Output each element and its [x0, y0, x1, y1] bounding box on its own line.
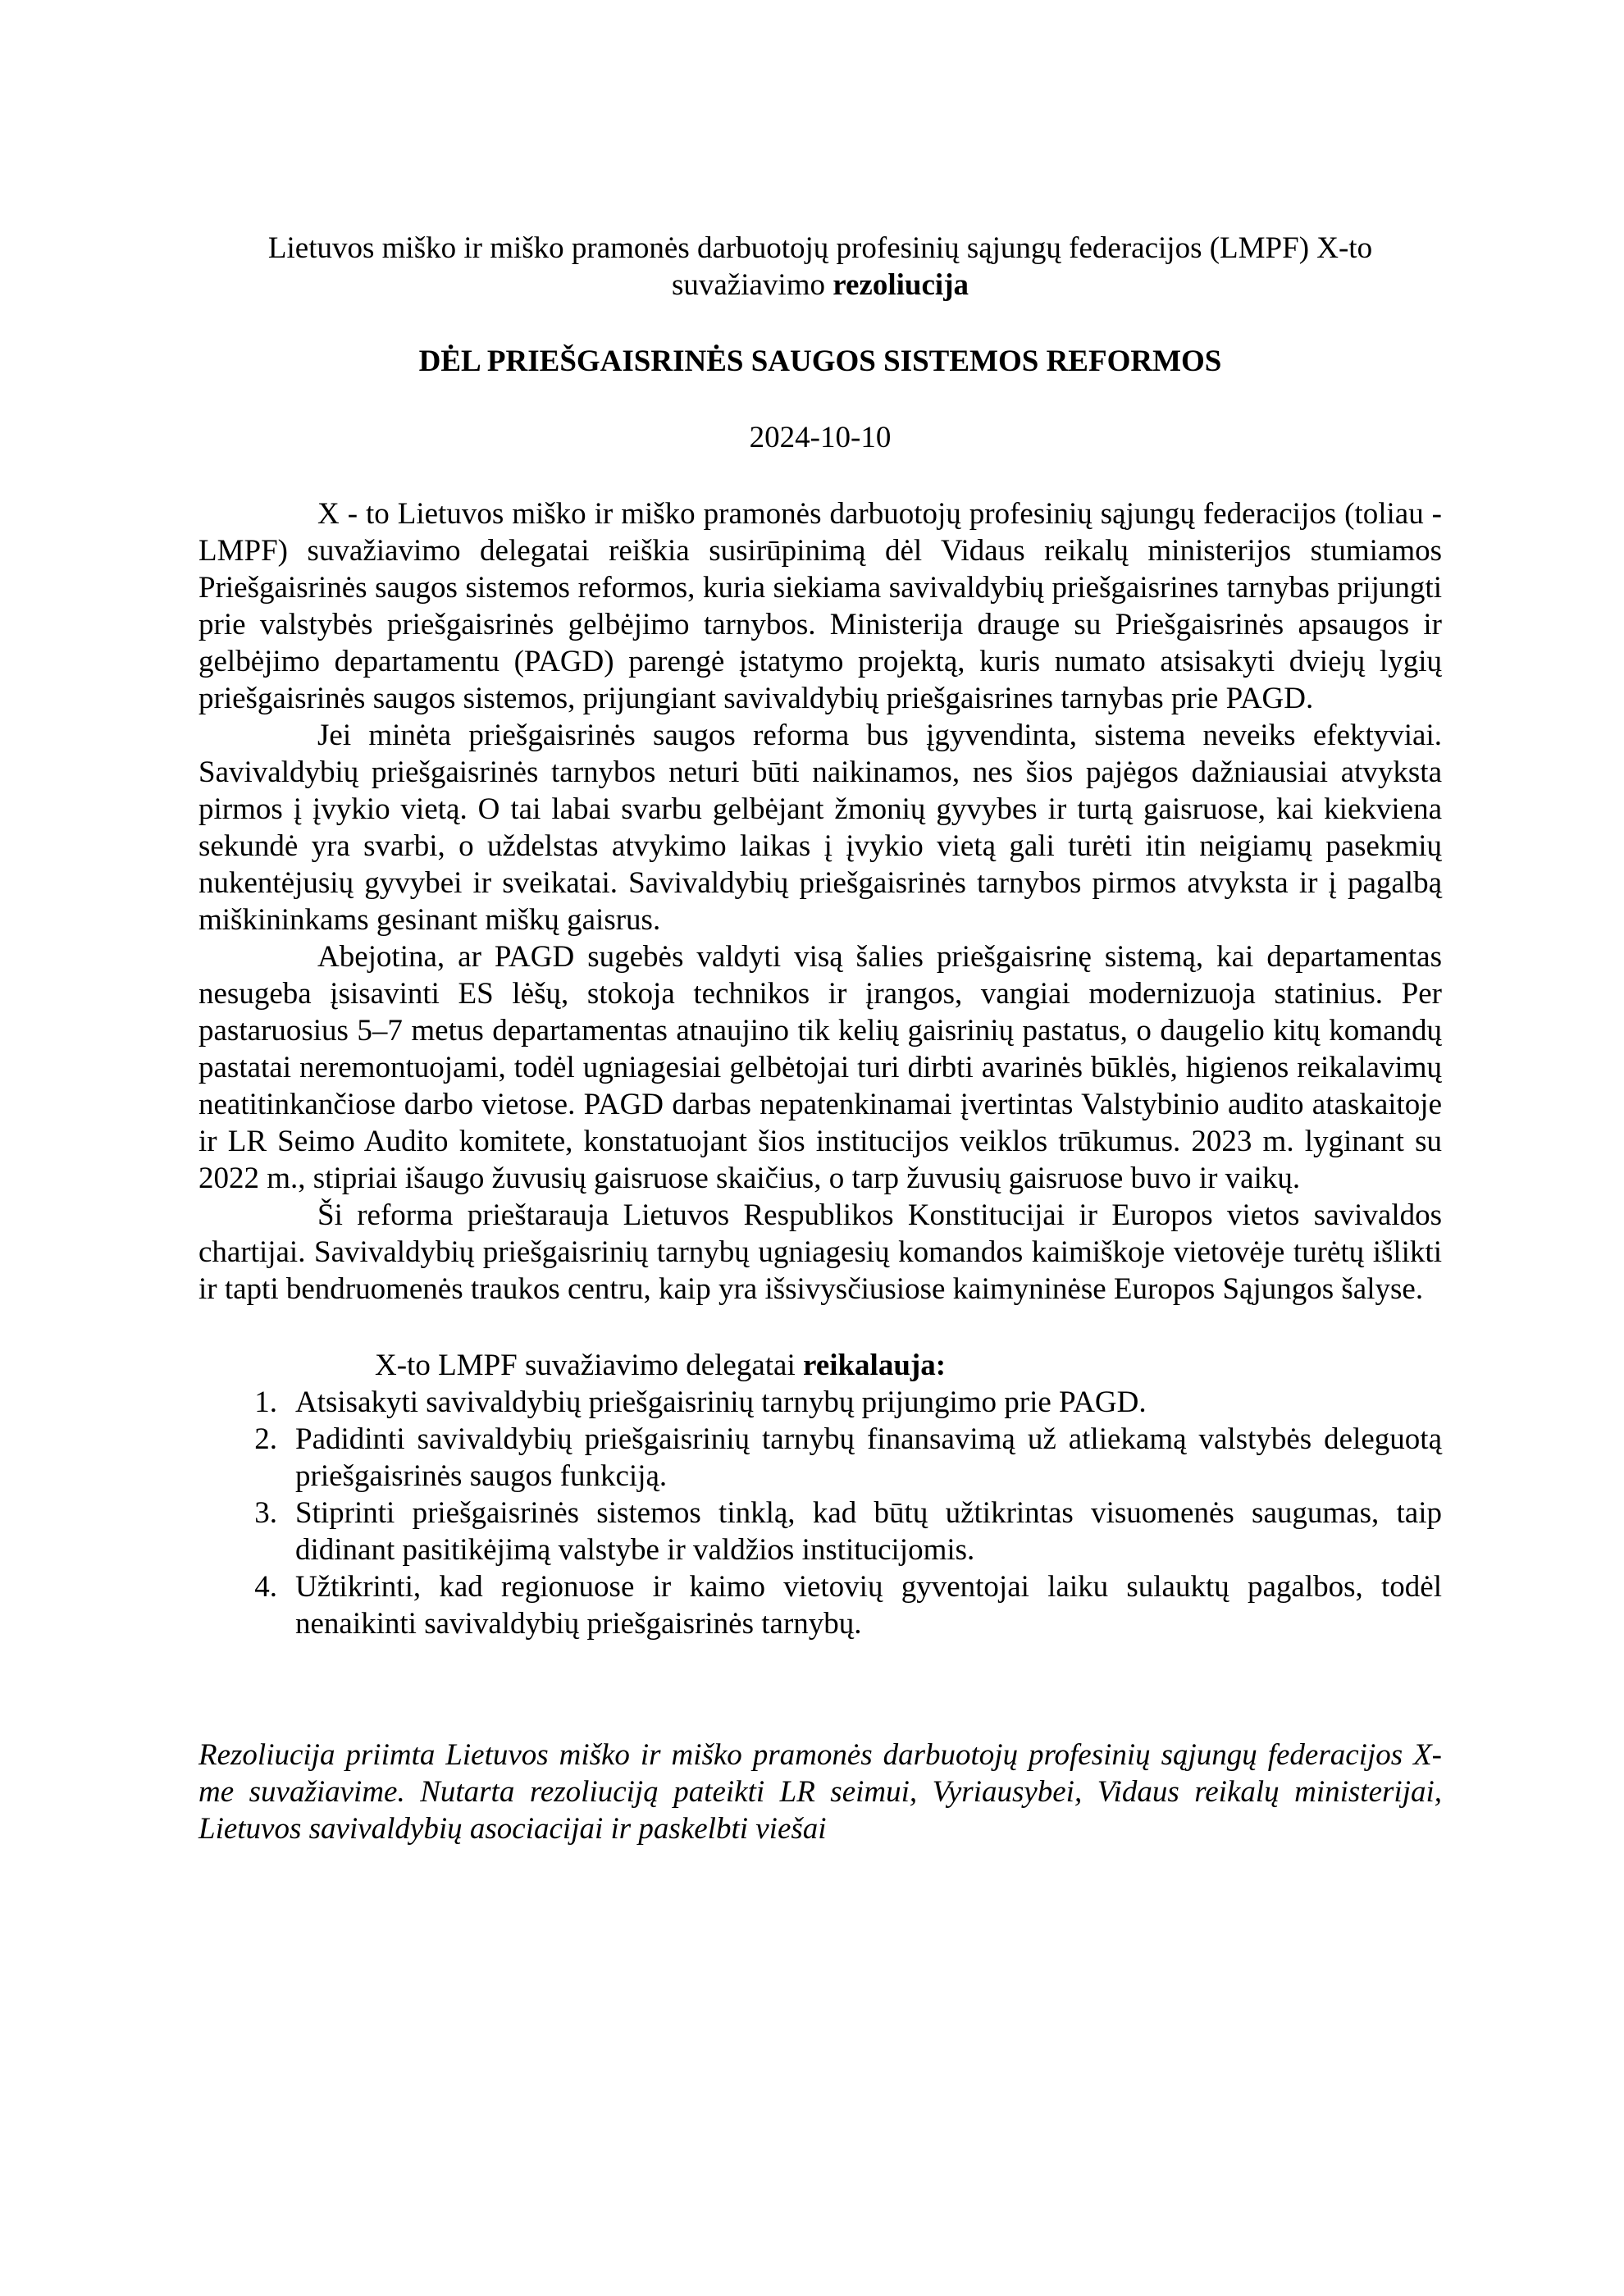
demand-number: 4.: [254, 1570, 277, 1604]
header-line-2-text: suvažiavimo: [671, 268, 833, 302]
header-line-2: [198, 267, 1442, 304]
body-paragraph-2: Jei minėta priešgaisrinės saugos reforma bus įgyvendinta, sistema neveiks efektyviai. Savivaldybių priešgaisrinės tarnybos neturi būti naikinamos, nes šios pajėgos dažniausiai atvyksta pirmos į įvykio vietą. O tai labai svarbu gelbėjant žmonių gyvybes ir turtą gaisruose, kai kiekviena sekundė yra svarbi, o uždelstas atvykimo laikas į įvykio vietą gali turėti itin neigiamų pasekmių nukentėjusių gyvybei ir sveikatai. Savivaldybių priešgaisrinės tarnybos pirmos atvyksta ir į pagalbą miškininkams gesinant miškų gaisrus.: [198, 719, 1442, 937]
header-line-1: Lietuvos miško ir miško pramonės darbuotojų profesinių sąjungų federacijos (LMPF) X-to: [267, 231, 1373, 265]
demand-text: Užtikrinti, kad regionuose ir kaimo vietovių gyventojai laiku sulauktų pagalbos, todėl nenaikinti savivaldybių priešgaisrinės tarnybų.: [295, 1570, 1442, 1641]
demand-text: Padidinti savivaldybių priešgaisrinių tarnybų finansavimą už atliekamą valstybės deleguotą priešgaisrinės saugos funkciją.: [295, 1422, 1442, 1493]
demand-item: [198, 1495, 1442, 1568]
closing-note: Rezoliucija priimta Lietuvos miško ir miško pramonės darbuotojų profesinių sąjungų federacijos X-me suvažiavime. Nutarta rezoliuciją pateikti LR seimui, Vyriausybei, Vidaus reikalų ministerijai, Lietuvos savivaldybių asociacijai ir paskelbti viešai: [198, 1738, 1442, 1846]
document-header: [198, 230, 1442, 304]
document-title: DĖL PRIEŠGAISRINĖS SAUGOS SISTEMOS REFORMOS: [418, 345, 1222, 378]
demand-item: [198, 1421, 1442, 1495]
demand-text: Stiprinti priešgaisrinės sistemos tinklą, kad būtų užtikrintas visuomenės saugumas, taip didinant pasitikėjimą valstybe ir valdžios institucijomis.: [295, 1496, 1442, 1567]
header-resolution-word: rezoliucija: [833, 268, 969, 302]
demands-list: [198, 1384, 1442, 1642]
demands-intro-text: X-to LMPF suvažiavimo delegatai: [375, 1349, 804, 1382]
body-paragraph-3: Abejotina, ar PAGD sugebės valdyti visą šalies priešgaisrinę sistemą, kai departamentas nesugeba įsisavinti ES lėšų, stokoja technikos ir įrangos, vangiai modernizuoja statinius. Per pastaruosius 5–7 metus departamentas atnaujino tik kelių gaisrinių pastatus, o daugelio kitų komandų pastatai neremontuojami, todėl ugniagesiai gelbėtojai turi dirbti avarinės būklės, higienos reikalavimų neatitinkančiose darbo vietose. PAGD darbas nepatenkinamai įvertintas Valstybinio audito ataskaitoje ir LR Seimo Audito komitete, konstatuojant šios institucijos veiklos trūkumus. 2023 m. lyginant su 2022 m., stipriai išaugo žuvusių gaisruose skaičius, o tarp žuvusių gaisruose buvo ir vaikų.: [198, 940, 1442, 1195]
demand-text: Atsisakyti savivaldybių priešgaisrinių tarnybų prijungimo prie PAGD.: [295, 1385, 1147, 1419]
demand-item: [198, 1384, 1442, 1421]
body-paragraph-4: Ši reforma prieštarauja Lietuvos Respublikos Konstitucijai ir Europos vietos savivaldos chartijai. Savivaldybių priešgaisrinių tarnybų ugniagesių komandos kaimiškoje vietovėje turėtų išlikti ir tapti bendruomenės traukos centru, kaip yra išsivysčiusiose kaimyninėse Europos Sąjungos šalyse.: [198, 1198, 1442, 1306]
demand-item: [198, 1568, 1442, 1642]
demands-intro: [375, 1347, 1442, 1384]
demands-section: [198, 1347, 1442, 1642]
demands-intro-bold: reikalauja:: [803, 1349, 947, 1382]
demand-number: 1.: [254, 1385, 277, 1419]
demand-number: 2.: [254, 1422, 277, 1456]
document-date: 2024-10-10: [749, 421, 892, 454]
demand-number: 3.: [254, 1496, 277, 1530]
body-paragraph-1: X - to Lietuvos miško ir miško pramonės darbuotojų profesinių sąjungų federacijos (toliau - LMPF) suvažiavimo delegatai reiškia susirūpinimą dėl Vidaus reikalų ministerijos stumiamos Priešgaisrinės saugos sistemos reformos, kuria siekiama savivaldybių priešgaisrines tarnybas prijungti prie valstybės priešgaisrinės gelbėjimo tarnybos. Ministerija drauge su Priešgaisrinės apsaugos ir gelbėjimo departamentu (PAGD) parengė įstatymo projektą, kuris numato atsisakyti dviejų lygių priešgaisrinės saugos sistemos, prijungiant savivaldybių priešgaisrines tarnybas prie PAGD.: [198, 497, 1442, 715]
document-body: [198, 495, 1442, 1308]
